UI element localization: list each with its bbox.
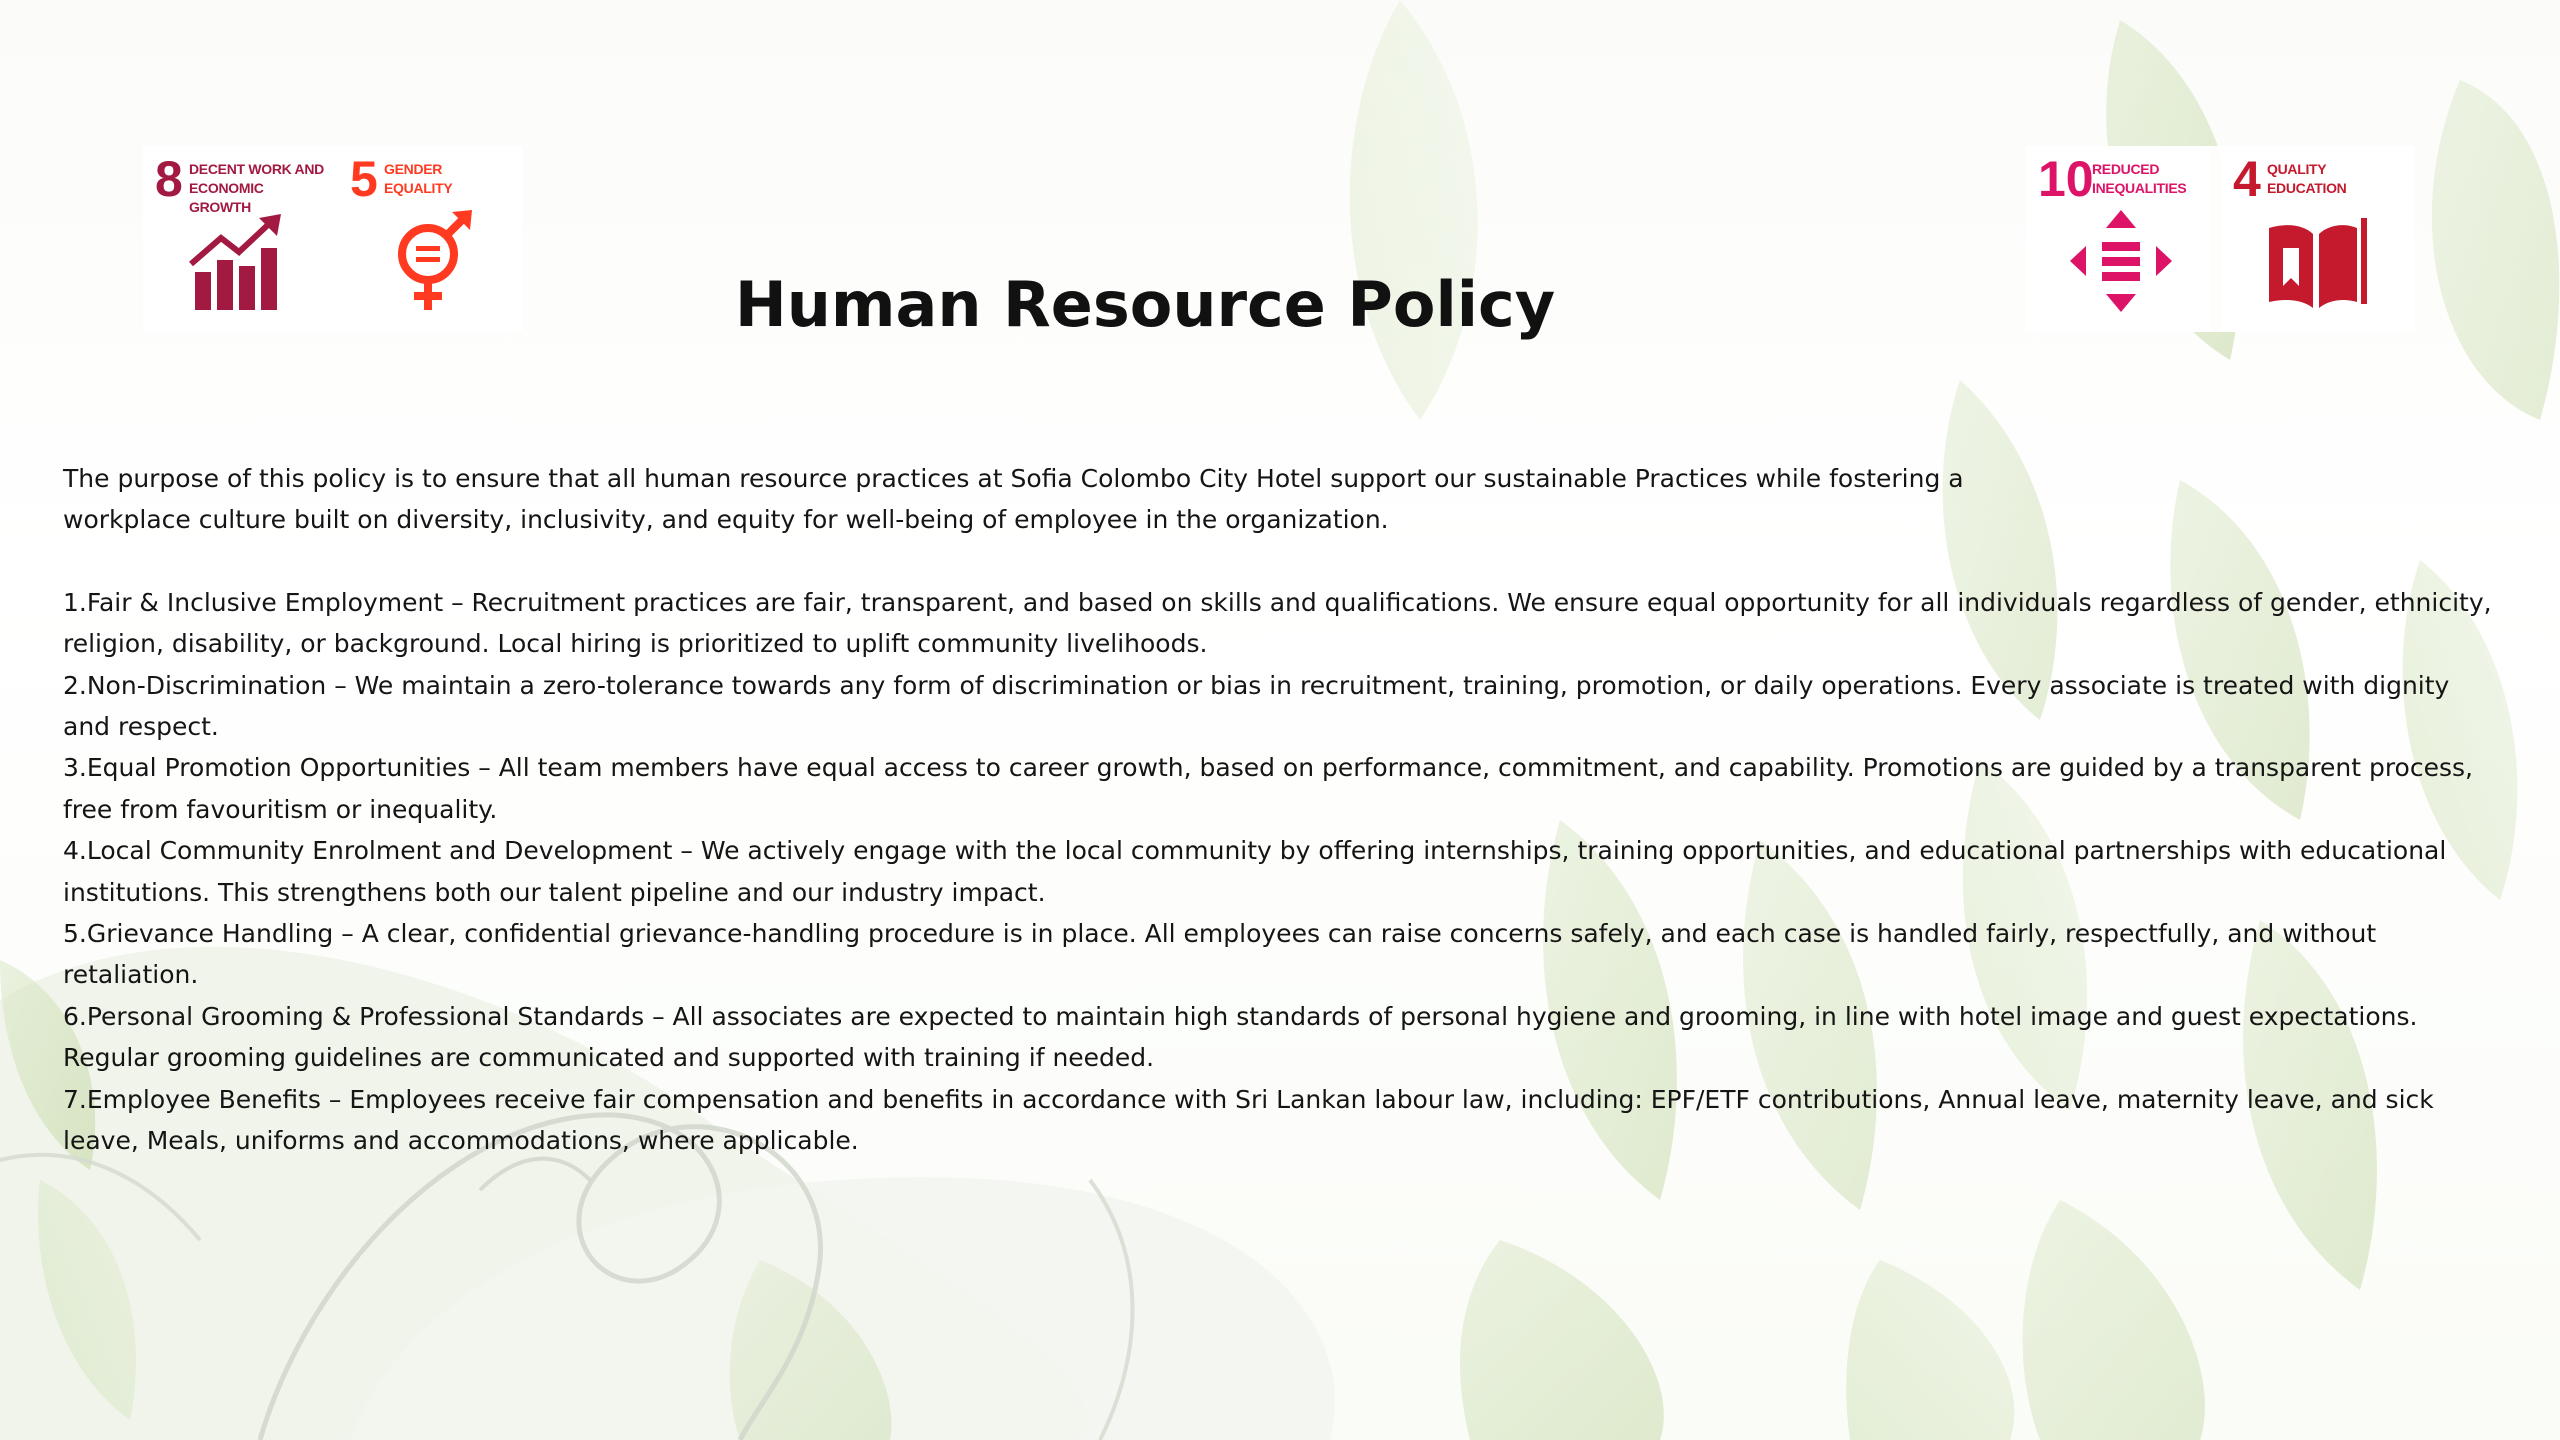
policy-body — [63, 458, 2493, 1162]
policy-list — [63, 582, 2493, 1162]
sdg-number: 5 — [350, 151, 378, 207]
page-title: Human Resource Policy — [734, 268, 1556, 341]
policy-item-grievance-handling: 5.Grievance Handling – A clear, confidential grievance-handling procedure is in place. All employees can raise concerns safely, and each case is handled fairly, respectfully, and without retaliation. — [63, 919, 2377, 990]
sdg-number: 10 — [2038, 151, 2094, 207]
sdg-label: GENDER EQUALITY — [384, 161, 453, 196]
policy-item-employee-benefits: 7.Employee Benefits – Employees receive fair compensation and benefits in accordance with Sri Lankan labour law, including: EPF/ETF contributions, Annual leave, maternity leave, and sick leave, Meals, uniforms and accommodations, where applicable. — [63, 1084, 2434, 1156]
policy-item-personal-grooming: 6.Personal Grooming & Professional Standards – All associates are expected to maintain high standards of personal hygiene and grooming, in line with hotel image and guest expectations. Regular grooming guidelines are communicated and supported with training if needed. — [63, 1001, 2418, 1073]
sdg-label: QUALITY EDUCATION — [2267, 161, 2347, 196]
sdg-number: 8 — [155, 151, 183, 207]
sdg-4-tile — [2221, 146, 2406, 332]
sdg-label: DECENT WORK AND ECONOMIC GROWTH — [189, 161, 324, 215]
policy-item-non-discrimination: 2.Non-Discrimination – We maintain a zero-tolerance towards any form of discrimination or bias in recruitment, training, promotion, or daily operations. Every associate is treated with dignity and respect. — [63, 670, 2450, 742]
policy-item-equal-promotion: 3.Equal Promotion Opportunities – All team members have equal access to career growth, based on performance, commitment, and capability. Promotions are guided by a transparent process, free from favouritism or inequality. — [63, 753, 2473, 824]
policy-item-fair-inclusive-employment: 1.Fair & Inclusive Employment – Recruitment practices are fair, transparent, and based on skills and qualifications. We ensure equal opportunity for all individuals regardless of gender, ethnicity, religion, disability, or background. Local hiring is prioritized to uplift community livelihoods. — [63, 587, 2492, 659]
intro-paragraph: The purpose of this policy is to ensure that all human resource practices at Sofia Colombo City Hotel support our sustainable Practices while fostering a workplace culture built on diversity, inclusivity, and equity for well-being of employee in the organization. — [63, 464, 1964, 535]
sdg-number: 4 — [2233, 151, 2261, 207]
book-icon — [2261, 208, 2371, 318]
policy-item-local-community: 4.Local Community Enrolment and Development – We actively engage with the local community by offering internships, training opportunities, and educational partnerships with educational institutions. This strengthens both our talent pipeline and our industry impact. — [63, 836, 2447, 907]
spacer — [63, 541, 2493, 582]
sdg-label: REDUCED INEQUALITIES — [2092, 161, 2187, 196]
